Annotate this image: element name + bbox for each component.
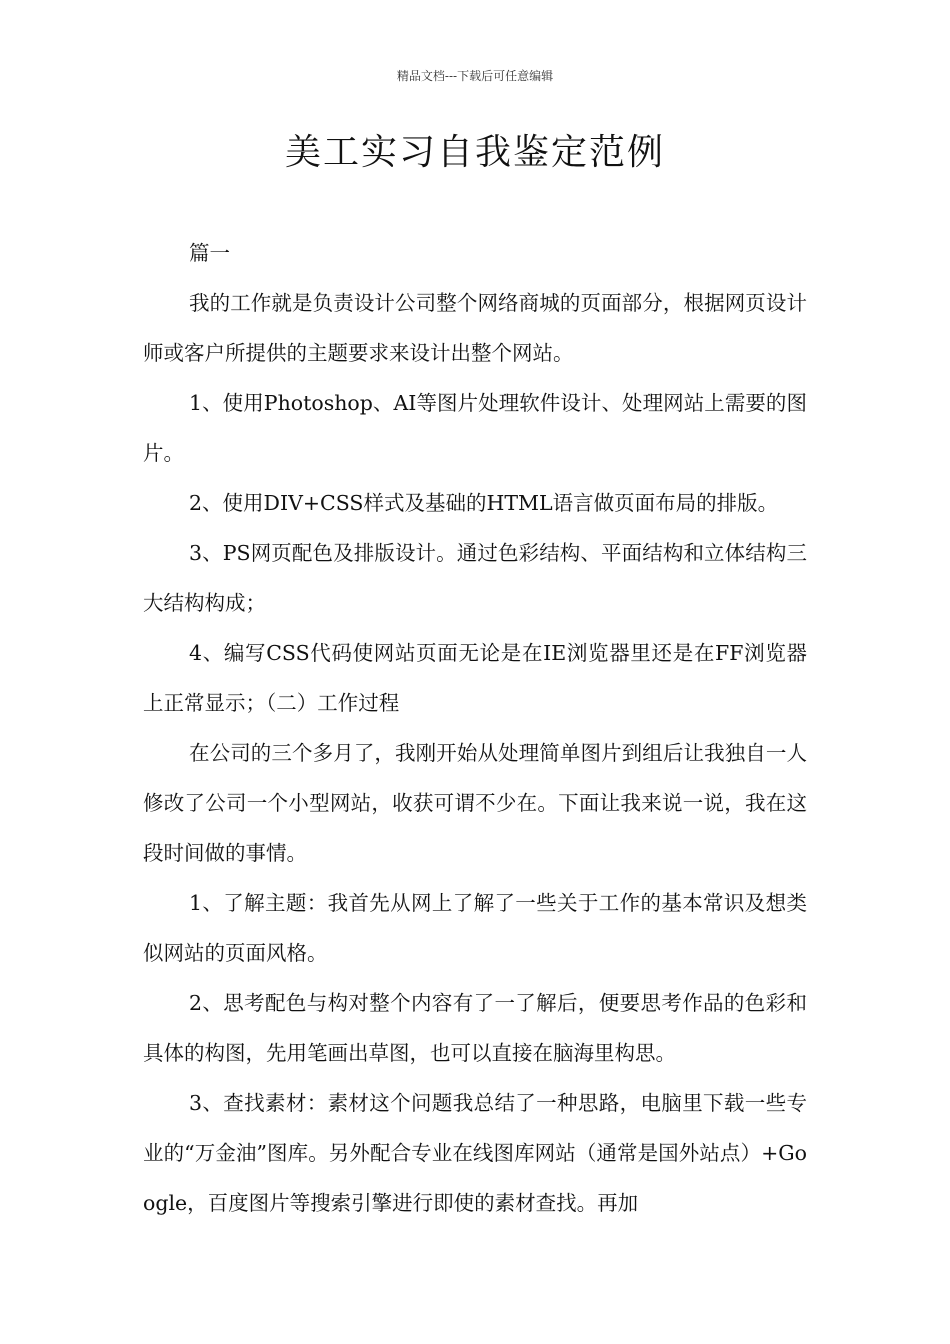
page-header-note: 精品文档---下载后可任意编辑 xyxy=(396,69,554,83)
document-title: 美工实习自我鉴定范例 xyxy=(284,132,665,173)
paragraph: 3、PS网页配色及排版设计。通过色彩结构、平面结构和立体结构三大结构构成； xyxy=(143,541,807,615)
paragraph: 3、查找素材：素材这个问题我总结了一种思路，电脑里下载一些专业的“万金油”图库。另外配合专业在线图库网站（通常是国外站点）+Google，百度图片等搜索引擎进行即使的素材查找。再加 xyxy=(143,1091,807,1215)
section-heading: 篇一 xyxy=(189,241,230,265)
paragraph: 1、了解主题：我首先从网上了解了一些关于工作的基本常识及想类似网站的页面风格。 xyxy=(143,891,807,965)
paragraph: 我的工作就是负责设计公司整个网络商城的页面部分，根据网页设计师或客户所提供的主题要求来设计出整个网站。 xyxy=(143,291,807,365)
paragraph: 在公司的三个多月了，我刚开始从处理简单图片到组后让我独自一人修改了公司一个小型网站，收获可谓不少在。下面让我来说一说，我在这段时间做的事情。 xyxy=(143,741,807,865)
document-body xyxy=(143,228,807,1228)
paragraph: 2、思考配色与构对整个内容有了一了解后，便要思考作品的色彩和具体的构图，先用笔画出草图，也可以直接在脑海里构思。 xyxy=(143,991,807,1065)
paragraph: 1、使用Photoshop、AI等图片处理软件设计、处理网站上需要的图片。 xyxy=(143,391,807,465)
paragraph: 4、编写CSS代码使网站页面无论是在IE浏览器里还是在FF浏览器上正常显示；（二）工作过程 xyxy=(143,641,807,715)
paragraph: 2、使用DIV+CSS样式及基础的HTML语言做页面布局的排版。 xyxy=(189,491,779,515)
